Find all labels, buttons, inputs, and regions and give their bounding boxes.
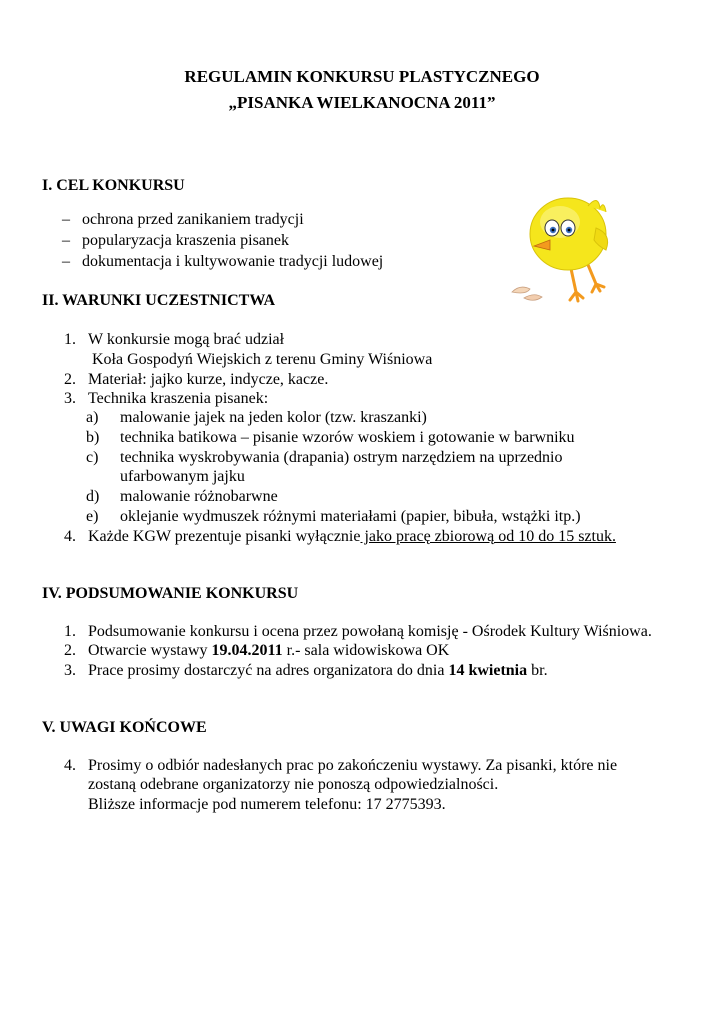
list-number: 3. — [64, 390, 76, 407]
list-number: 4. — [64, 528, 76, 545]
list-number: 2. — [64, 642, 76, 659]
list-item: W konkursie mogą brać udział — [88, 331, 285, 348]
sublist-mark: e) — [86, 508, 99, 525]
list-number: 3. — [64, 662, 76, 679]
list-item: Podsumowanie konkursu i ocena przez powołaną komisję - Ośrodek Kultury Wiśniowa. — [88, 623, 652, 640]
list-item — [88, 641, 449, 661]
list-item: Prosimy o odbiór nadesłanych prac po zakończeniu wystawy. Za pisanki, które nie — [88, 757, 618, 774]
item-text: Każde KGW prezentuje pisanki wyłącznie — [88, 528, 361, 545]
list-item — [88, 661, 548, 681]
list-item: Technika kraszenia pisanek: — [88, 390, 269, 407]
list-number: 1. — [64, 331, 76, 348]
item-text: r.- sala widowiskowa OK — [282, 642, 450, 659]
sublist-item: oklejanie wydmuszek różnymi materiałami (papier, bibuła, wstążki itp.) — [120, 508, 581, 525]
exhibition-date: 19.04.2011 — [211, 642, 283, 659]
deadline-date: 14 kwietnia — [448, 662, 528, 679]
item-text: Prace prosimy dostarczyć na adres organizatora do dnia — [88, 662, 449, 679]
list-item: dokumentacja i kultywowanie tradycji ludowej — [82, 253, 384, 270]
section-heading-warunki: II. WARUNKI UCZESTNICTWA — [42, 292, 276, 309]
list-number: 2. — [64, 371, 76, 388]
sublist-mark: a) — [86, 409, 99, 426]
list-item: popularyzacja kraszenia pisanek — [82, 232, 290, 249]
document-title-line2: „PISANKA WIELKANOCNA 2011” — [228, 93, 496, 112]
list-item-continuation: zostaną odebrane organizatorzy nie ponoszą odpowiedzialności. — [88, 776, 499, 793]
list-item-continuation: Koła Gospodyń Wiejskich z terenu Gminy Wiśniowa — [92, 351, 433, 368]
sublist-mark: c) — [86, 449, 99, 466]
list-dash: – — [62, 253, 70, 270]
list-item: ochrona przed zanikaniem tradycji — [82, 211, 304, 228]
list-item — [88, 527, 616, 547]
section-heading-uwagi: V. UWAGI KOŃCOWE — [42, 719, 207, 736]
underlined-text: jako pracę zbiorową od 10 do 15 sztuk. — [360, 528, 616, 545]
sublist-mark: b) — [86, 429, 100, 446]
list-number: 4. — [64, 757, 76, 774]
list-item: Materiał: jajko kurze, indycze, kacze. — [88, 371, 329, 388]
list-dash: – — [62, 211, 70, 228]
document-title-line1: REGULAMIN KONKURSU PLASTYCZNEGO — [184, 67, 540, 86]
sublist-item-continuation: ufarbowanym jajku — [120, 468, 245, 485]
item-text: Otwarcie wystawy — [88, 642, 212, 659]
list-number: 1. — [64, 623, 76, 640]
sublist-mark: d) — [86, 488, 100, 505]
sublist-item: malowanie różnobarwne — [120, 488, 278, 505]
list-dash: – — [62, 232, 70, 249]
sublist-item: malowanie jajek na jeden kolor (tzw. kraszanki) — [120, 409, 427, 426]
section-heading-podsumowanie: IV. PODSUMOWANIE KONKURSU — [42, 585, 299, 602]
section-heading-cel: I. CEL KONKURSU — [42, 177, 185, 194]
sublist-item: technika wyskrobywania (drapania) ostrym narzędziem na uprzednio — [120, 449, 563, 466]
chick-illustration-icon — [500, 192, 618, 310]
contact-info: Bliższe informacje pod numerem telefonu: 17 2775393. — [88, 796, 446, 813]
item-text: br. — [527, 662, 548, 679]
sublist-item: technika batikowa – pisanie wzorów woskiem i gotowanie w barwniku — [120, 429, 575, 446]
